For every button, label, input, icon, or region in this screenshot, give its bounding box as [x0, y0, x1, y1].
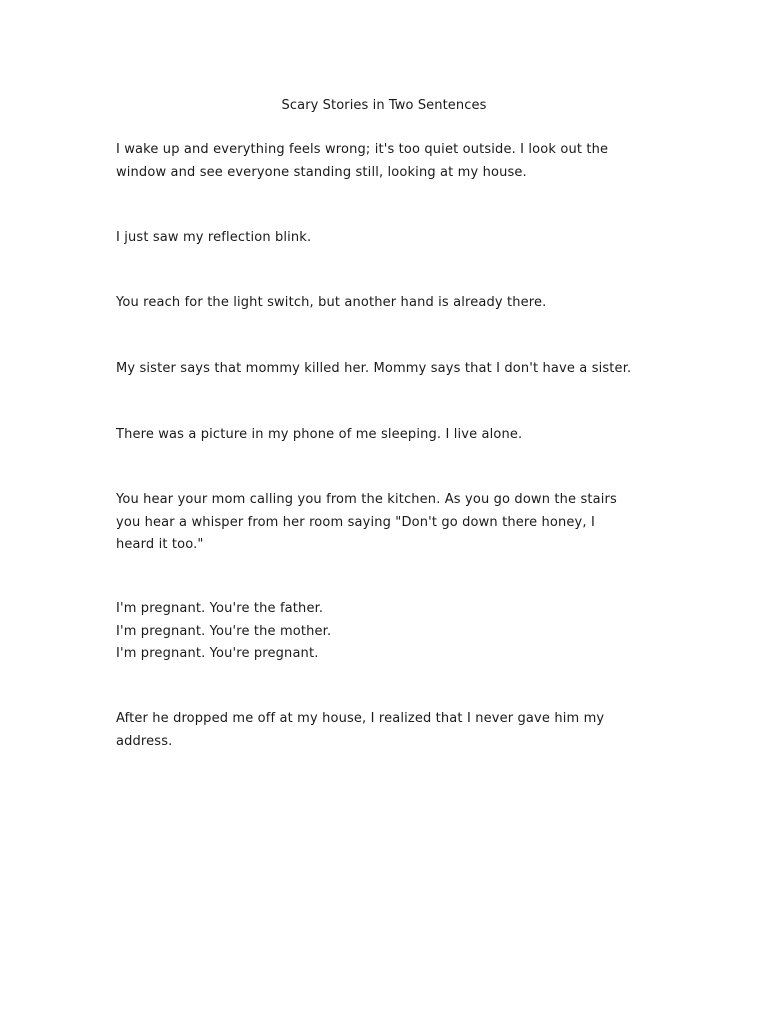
- story-paragraph: I'm pregnant. You're the father. I'm pregnant. You're the mother. I'm pregnant. You're pregnant.: [116, 601, 332, 661]
- story-paragraph: There was a picture in my phone of me sleeping. I live alone.: [116, 427, 523, 442]
- story-paragraph: You hear your mom calling you from the kitchen. As you go down the stairs you hear a whisper from her room saying "Don't go down there honey, I heard it too.": [116, 492, 617, 552]
- story-paragraph: My sister says that mommy killed her. Mommy says that I don't have a sister.: [116, 361, 632, 376]
- document-title: Scary Stories in Two Sentences: [281, 98, 487, 113]
- story-paragraph: You reach for the light switch, but another hand is already there.: [116, 295, 547, 310]
- story-paragraph: I wake up and everything feels wrong; it's too quiet outside. I look out the window and see everyone standing still, looking at my house.: [116, 142, 609, 180]
- story-paragraph: After he dropped me off at my house, I realized that I never gave him my address.: [116, 711, 605, 749]
- story-paragraph: I just saw my reflection blink.: [116, 230, 312, 245]
